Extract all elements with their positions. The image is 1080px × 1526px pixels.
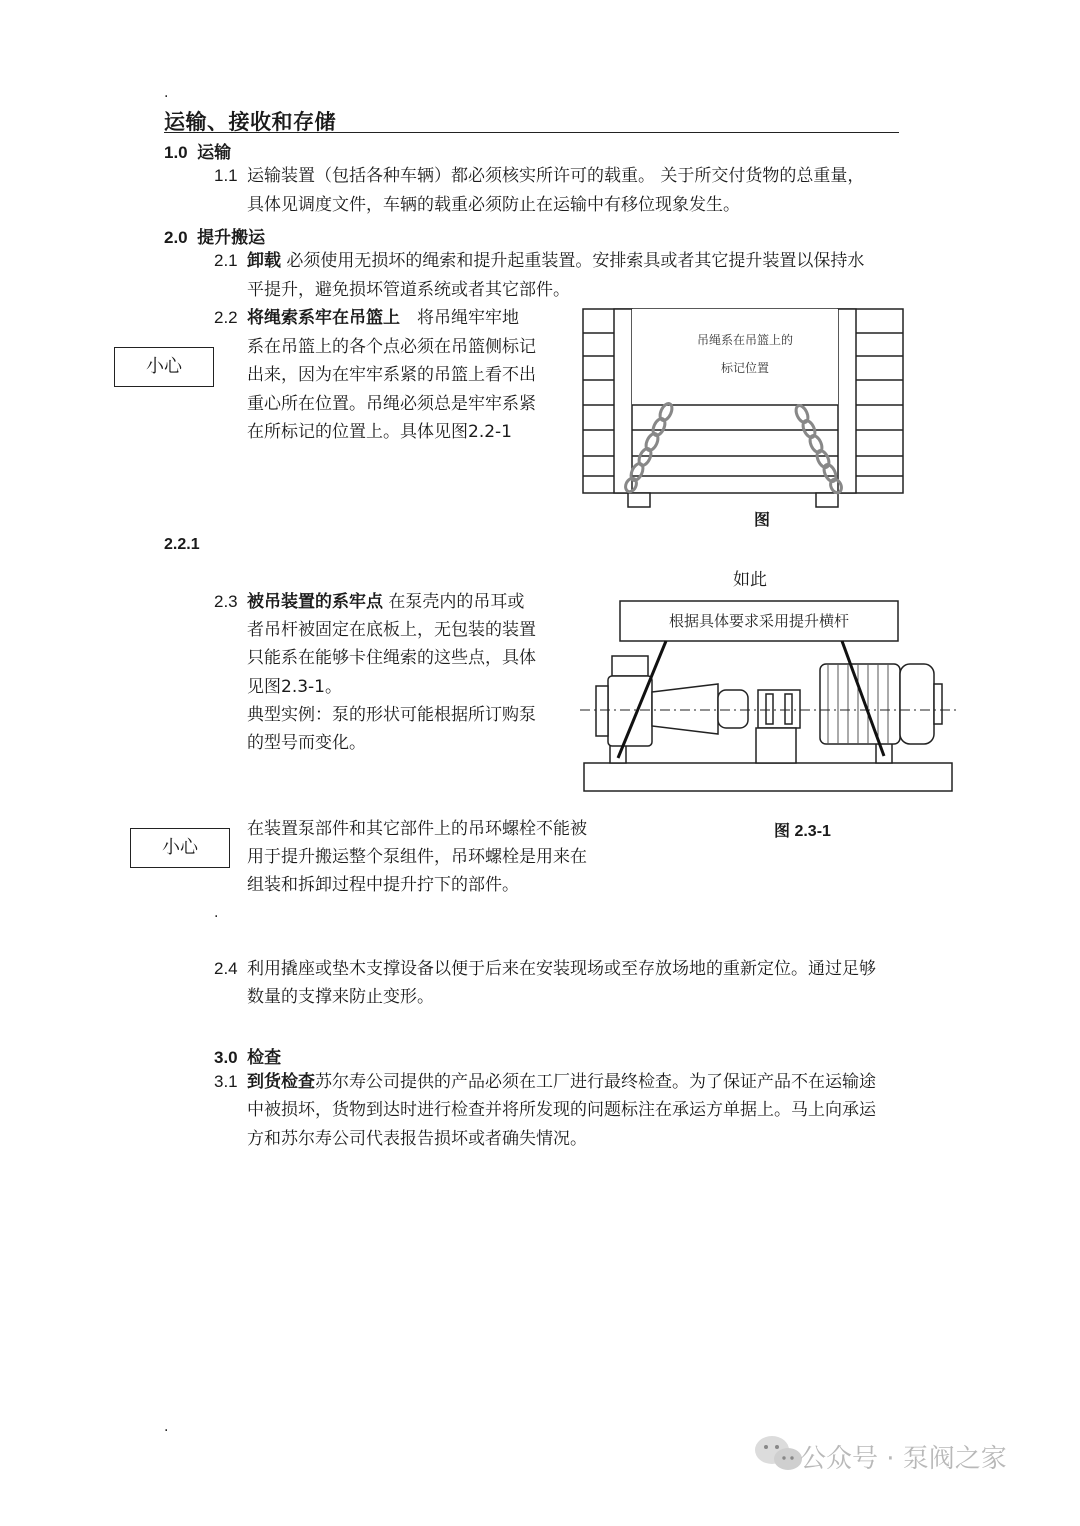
discharge-nozzle (612, 656, 648, 676)
para-2-3-text: 在泵壳内的吊耳或 (383, 592, 525, 612)
page-title: 运输、接收和存储 (164, 110, 336, 134)
para-1-1-number: 1.1 (214, 166, 238, 185)
caution-2-line: 组装和拆卸过程中提升拧下的部件。 (247, 875, 519, 895)
crate-post-left (614, 309, 632, 493)
para-3-1-number: 3.1 (214, 1072, 238, 1091)
coupling-support (756, 728, 796, 763)
para-2-1-line (247, 247, 864, 276)
coupling (758, 690, 800, 728)
para-2-2-line: 重心所在位置。吊绳必须总是牢牢系紧 (247, 394, 536, 414)
para-2-4-number: 2.4 (214, 959, 238, 978)
para-2-4-line: 数量的支撑来防止变形。 (247, 987, 434, 1007)
page-dot: . (164, 1419, 169, 1435)
para-3-1-text: 苏尔寿公司提供的产品必须在工厂进行最终检查。为了保证产品不在运输途 (315, 1072, 876, 1092)
motor-end (934, 684, 942, 724)
para-2-2-bold: 将绳索系牢在吊篮上 (247, 308, 400, 328)
para-1-1-line: 运输装置（包括各种车辆）都必须核实所许可的载重。 关于所交付货物的总重量， (247, 166, 865, 186)
para-2-2-number: 2.2 (214, 308, 238, 327)
section-3-heading (214, 1043, 281, 1068)
para-2-3-line: 的型号而变化。 (247, 733, 366, 753)
section-1-title: 运输 (197, 143, 232, 162)
bearing-housing (652, 684, 718, 734)
fig1-label-line2: 标记位置 (720, 361, 770, 375)
para-2-3-bold: 被吊装置的系牢点 (247, 592, 383, 612)
para-3-1-line: 方和苏尔寿公司代表报告损坏或者确失情况。 (247, 1129, 587, 1149)
coupling-hub (718, 690, 748, 728)
para-3-1-line: 中被损坏，货物到达时进行检查并将所发现的问题标注在承运方单据上。马上向承运 (247, 1100, 876, 1120)
watermark-text: 公众号 · 泵阀之家 (800, 1444, 1007, 1474)
para-2-2-line: 出来，因为在牢牢系紧的吊篮上看不出 (247, 365, 536, 385)
para-2-4-line: 利用撬座或垫木支撑设备以便于后来在安装现场或至存放场地的重新定位。通过足够 (247, 959, 876, 979)
fig1-number: 2.2.1 (164, 536, 200, 553)
section-3-title: 检查 (247, 1048, 282, 1067)
fig2-label: 根据具体要求采用提升横杆 (668, 612, 850, 630)
label-panel (632, 309, 838, 405)
pump-figure (580, 598, 956, 796)
para-2-3-line: 者吊杆被固定在底板上，无包装的装置 (247, 620, 536, 640)
para-3-1-line (247, 1068, 876, 1097)
caution-2-line: 用于提升搬运整个泵组件，吊环螺栓是用来在 (247, 847, 587, 867)
section-2-title: 提升搬运 (197, 228, 266, 247)
fig1-caption: 图 (754, 512, 771, 529)
fig2-top-text: 如此 (733, 570, 767, 590)
page-dot: . (164, 85, 169, 101)
fig1-label-line1: 吊绳系在吊篮上的 (696, 333, 794, 347)
section-3-number: 3.0 (214, 1048, 238, 1067)
crate-foot-right (816, 493, 838, 507)
pump-casing (608, 676, 652, 746)
para-2-1-bold: 卸载 (247, 251, 281, 271)
section-1-number: 1.0 (164, 143, 188, 162)
para-2-3-line: 只能系在能够卡住绳索的这些点，具体 (247, 648, 536, 668)
para-2-1-text: 必须使用无损坏的绳索和提升起重装置。安排索具或者其它提升装置以保持水 (281, 251, 865, 271)
para-2-3-number: 2.3 (214, 592, 238, 611)
para-2-2-text: 将吊绳牢牢地 (400, 308, 519, 328)
crate-post-right (838, 309, 856, 493)
para-1-1-line: 具体见调度文件，车辆的载重必须防止在运输中有移位现象发生。 (247, 195, 740, 215)
coupling-bolt (766, 694, 773, 724)
para-2-3-line: 典型实例：泵的形状可能根据所订购泵 (247, 705, 536, 725)
para-2-2-line: 在所标记的位置上。具体见图2.2-1 (247, 422, 512, 442)
section-2-number: 2.0 (164, 228, 188, 247)
caution-box: 小心 (114, 347, 214, 387)
caution-2-line: 在装置泵部件和其它部件上的吊环螺栓不能被 (247, 819, 587, 839)
base-plate (584, 763, 952, 791)
para-2-1-number: 2.1 (214, 251, 238, 270)
page-dot: . (214, 905, 219, 921)
motor-fan-cover (900, 664, 934, 744)
suction-flange (596, 686, 608, 736)
caution-box: 小心 (130, 828, 230, 868)
section-1-heading (164, 138, 231, 163)
section-2-heading (164, 223, 265, 248)
para-2-2-line: 系在吊篮上的各个点必须在吊篮侧标记 (247, 337, 536, 357)
fig2-caption: 图 2.3-1 (774, 823, 831, 840)
para-2-2-line (247, 304, 519, 333)
coupling-bolt (785, 694, 792, 724)
para-2-3-line (247, 588, 524, 617)
para-2-3-line: 见图2.3-1。 (247, 677, 342, 697)
crate-foot-left (628, 493, 650, 507)
crate-figure (580, 306, 906, 510)
para-3-1-bold: 到货检查 (247, 1072, 315, 1092)
para-2-1-line: 平提升，避免损坏管道系统或者其它部件。 (247, 280, 570, 300)
title-rule (164, 132, 899, 133)
